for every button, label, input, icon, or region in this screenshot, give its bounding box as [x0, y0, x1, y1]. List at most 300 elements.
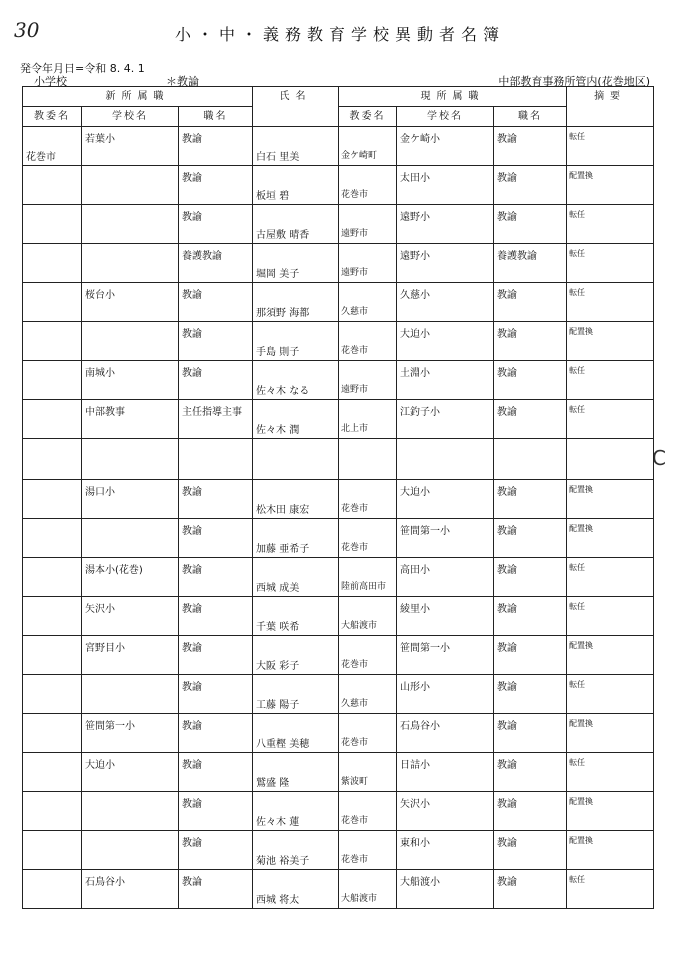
- remarks-cell: [567, 400, 654, 439]
- margin-mark: C: [652, 446, 666, 470]
- header-new-school: 学校名: [82, 107, 179, 127]
- header-current-post: 職名: [494, 107, 567, 127]
- new-board-cell: [23, 166, 82, 205]
- remarks-cell: [567, 322, 654, 361]
- remarks-cell: [567, 597, 654, 636]
- header-current-affiliation: 現所属職: [339, 87, 567, 107]
- current-post-cell-text: 教諭: [497, 407, 518, 418]
- name-cell: [253, 127, 339, 166]
- current-school-cell-text: 土淵小: [400, 368, 431, 379]
- name-cell: [253, 636, 339, 675]
- table-row: [23, 519, 654, 558]
- name-cell: [253, 480, 339, 519]
- table-row: [23, 283, 654, 322]
- new-post-cell-text: 教諭: [182, 487, 202, 498]
- current-board-cell-text: 大船渡市: [341, 894, 378, 904]
- new-school-cell: [82, 166, 179, 205]
- current-board-cell-text: 陸前高田市: [341, 582, 387, 592]
- remarks-cell-text: 配置換: [569, 641, 594, 650]
- current-school-cell: [397, 480, 494, 519]
- new-post-cell: [179, 480, 253, 519]
- current-school-cell-text: 日詰小: [400, 760, 431, 771]
- name-cell: [253, 597, 339, 636]
- remarks-cell: [567, 127, 654, 166]
- current-post-cell-text: 教諭: [497, 799, 518, 810]
- remarks-cell: [567, 636, 654, 675]
- table-row: [23, 558, 654, 597]
- current-post-cell: [494, 597, 567, 636]
- current-post-cell: [494, 166, 567, 205]
- new-school-cell: [82, 283, 179, 322]
- new-board-cell: [23, 127, 82, 166]
- new-post-cell-text: 教諭: [182, 838, 202, 849]
- name-cell: [253, 322, 339, 361]
- region-label: 中部教育事務所管内(花巻地区): [498, 75, 650, 88]
- name-cell: [253, 244, 339, 283]
- current-board-cell: [339, 753, 397, 792]
- current-board-cell-text: 遠野市: [341, 385, 369, 395]
- current-board-cell: [339, 870, 397, 909]
- current-post-cell: [494, 714, 567, 753]
- current-school-cell-text: 金ケ崎小: [400, 134, 441, 145]
- remarks-cell: [567, 714, 654, 753]
- name-cell-text: 手島 則子: [256, 347, 300, 358]
- current-post-cell: [494, 480, 567, 519]
- current-post-cell: [494, 636, 567, 675]
- new-school-cell-text: 宮野目小: [85, 643, 125, 654]
- remarks-cell: [567, 166, 654, 205]
- new-post-cell-text: 主任指導主事: [182, 407, 242, 418]
- current-post-cell: [494, 558, 567, 597]
- current-school-cell-text: 笹間第一小: [400, 643, 451, 654]
- new-post-cell: [179, 675, 253, 714]
- remarks-cell: [567, 753, 654, 792]
- new-school-cell: [82, 361, 179, 400]
- remarks-cell-text: 転任: [569, 563, 586, 572]
- new-post-cell-text: 教諭: [182, 173, 202, 184]
- remarks-cell-text: 配置換: [569, 797, 594, 806]
- remarks-cell-text: 配置換: [569, 485, 594, 494]
- new-school-cell: [82, 127, 179, 166]
- new-post-cell-text: 教諭: [182, 526, 202, 537]
- current-post-cell: [494, 205, 567, 244]
- current-board-cell: [339, 439, 397, 480]
- current-board-cell: [339, 558, 397, 597]
- current-post-cell-text: 養護教諭: [497, 251, 538, 262]
- current-post-cell: [494, 283, 567, 322]
- new-post-cell-text: 養護教諭: [182, 251, 222, 262]
- current-school-cell: [397, 519, 494, 558]
- remarks-cell-text: 転任: [569, 210, 586, 219]
- new-school-cell: [82, 714, 179, 753]
- current-post-cell-text: 教諭: [497, 290, 518, 301]
- current-post-cell: [494, 831, 567, 870]
- current-board-cell-text: 久慈市: [341, 699, 369, 709]
- new-post-cell-text: 教諭: [182, 604, 202, 615]
- name-cell: [253, 558, 339, 597]
- current-board-cell: [339, 322, 397, 361]
- current-post-cell: [494, 753, 567, 792]
- new-school-cell-text: 中部教事: [85, 407, 125, 418]
- new-post-cell-text: 教諭: [182, 760, 202, 771]
- table-row: [23, 675, 654, 714]
- table-row: [23, 400, 654, 439]
- new-post-cell: [179, 439, 253, 480]
- current-post-cell-text: 教諭: [497, 368, 518, 379]
- remarks-cell: [567, 205, 654, 244]
- new-board-cell: [23, 205, 82, 244]
- new-board-cell: [23, 870, 82, 909]
- new-school-cell: [82, 870, 179, 909]
- table-row: [23, 831, 654, 870]
- remarks-cell-text: 転任: [569, 288, 586, 297]
- current-school-cell: [397, 322, 494, 361]
- current-post-cell-text: 教諭: [497, 565, 518, 576]
- new-school-cell: [82, 753, 179, 792]
- new-board-cell: [23, 244, 82, 283]
- remarks-cell: [567, 283, 654, 322]
- current-board-cell: [339, 792, 397, 831]
- remarks-cell-text: 配置換: [569, 836, 594, 845]
- table-row: [23, 753, 654, 792]
- new-school-cell-text: 湯本小(花巻): [85, 565, 143, 576]
- current-post-cell-text: 教諭: [497, 760, 518, 771]
- name-cell: [253, 361, 339, 400]
- current-school-cell-text: 綾里小: [400, 604, 431, 615]
- current-school-cell-text: 石鳥谷小: [400, 721, 441, 732]
- current-school-cell: [397, 831, 494, 870]
- remarks-cell: [567, 439, 654, 480]
- current-school-cell: [397, 205, 494, 244]
- remarks-cell-text: 配置換: [569, 327, 594, 336]
- new-school-cell: [82, 831, 179, 870]
- current-school-cell: [397, 675, 494, 714]
- table-row: [23, 870, 654, 909]
- current-school-cell: [397, 753, 494, 792]
- header-current-board: 教委名: [339, 107, 397, 127]
- current-board-cell-text: 花巻市: [341, 816, 369, 826]
- current-board-cell: [339, 597, 397, 636]
- new-post-cell: [179, 127, 253, 166]
- remarks-cell-text: 転任: [569, 366, 586, 375]
- new-board-cell: [23, 597, 82, 636]
- new-school-cell: [82, 480, 179, 519]
- header-name: 氏名: [253, 87, 339, 127]
- new-post-cell: [179, 400, 253, 439]
- new-school-cell: [82, 558, 179, 597]
- new-post-cell: [179, 753, 253, 792]
- remarks-cell-text: 配置換: [569, 171, 594, 180]
- current-board-cell: [339, 480, 397, 519]
- current-post-cell-text: 教諭: [497, 643, 518, 654]
- current-school-cell-text: 山形小: [400, 682, 431, 693]
- remarks-cell: [567, 361, 654, 400]
- new-school-cell: [82, 636, 179, 675]
- new-board-cell: [23, 519, 82, 558]
- current-board-cell-text: 花巻市: [341, 660, 369, 670]
- new-school-cell: [82, 597, 179, 636]
- remarks-cell-text: 配置換: [569, 524, 594, 533]
- new-post-cell-text: 教諭: [182, 721, 202, 732]
- table-row: [23, 361, 654, 400]
- current-board-cell: [339, 205, 397, 244]
- name-cell: [253, 714, 339, 753]
- current-school-cell-text: 東和小: [400, 838, 431, 849]
- current-school-cell-text: 笹間第一小: [400, 526, 451, 537]
- table-row: [23, 597, 654, 636]
- new-board-cell: [23, 361, 82, 400]
- header-remarks: 摘要: [567, 87, 654, 127]
- name-cell-text: 八重樫 美穂: [256, 739, 310, 750]
- new-school-cell: [82, 322, 179, 361]
- name-cell-text: 佐々木 蓮: [256, 817, 300, 828]
- current-post-cell: [494, 127, 567, 166]
- current-school-cell-text: 久慈小: [400, 290, 431, 301]
- current-school-cell-text: 矢沢小: [400, 799, 431, 810]
- remarks-cell-text: 転任: [569, 602, 586, 611]
- new-post-cell: [179, 519, 253, 558]
- new-board-cell: [23, 480, 82, 519]
- current-school-cell: [397, 439, 494, 480]
- table-row: [23, 636, 654, 675]
- name-cell: [253, 675, 339, 714]
- name-cell-text: 加藤 亜希子: [256, 544, 310, 555]
- table-row: [23, 439, 654, 480]
- name-cell: [253, 439, 339, 480]
- name-cell-text: 千葉 咲希: [256, 622, 300, 633]
- current-school-cell-text: 遠野小: [400, 251, 431, 262]
- current-board-cell: [339, 831, 397, 870]
- current-post-cell-text: 教諭: [497, 487, 518, 498]
- new-school-cell: [82, 400, 179, 439]
- page-number: 30: [14, 18, 40, 42]
- new-board-cell: [23, 675, 82, 714]
- new-board-cell: [23, 322, 82, 361]
- current-school-cell: [397, 283, 494, 322]
- issue-date: 発令年月日=令和 8. 4. 1: [20, 62, 145, 75]
- name-cell-text: 那須野 海都: [256, 308, 310, 319]
- current-board-cell-text: 久慈市: [341, 307, 369, 317]
- new-post-cell: [179, 283, 253, 322]
- current-post-cell-text: 教諭: [497, 526, 518, 537]
- new-post-cell: [179, 244, 253, 283]
- remarks-cell-text: 転任: [569, 680, 586, 689]
- current-school-cell-text: 高田小: [400, 565, 431, 576]
- table-row: [23, 244, 654, 283]
- current-post-cell: [494, 244, 567, 283]
- new-board-cell: [23, 753, 82, 792]
- name-cell: [253, 753, 339, 792]
- current-post-cell: [494, 439, 567, 480]
- header-new-affiliation: 新所属職: [23, 87, 253, 107]
- new-school-cell: [82, 519, 179, 558]
- table-row: [23, 480, 654, 519]
- current-post-cell-text: 教諭: [497, 877, 518, 888]
- current-board-cell-text: 遠野市: [341, 229, 369, 239]
- name-cell-text: 佐々木 潤: [256, 425, 300, 436]
- new-post-cell: [179, 558, 253, 597]
- new-post-cell: [179, 166, 253, 205]
- name-cell: [253, 831, 339, 870]
- current-school-cell: [397, 361, 494, 400]
- current-board-cell-text: 花巻市: [341, 346, 369, 356]
- header-new-board: 教委名: [23, 107, 82, 127]
- current-post-cell-text: 教諭: [497, 682, 518, 693]
- new-post-cell-text: 教諭: [182, 682, 202, 693]
- current-post-cell-text: 教諭: [497, 838, 518, 849]
- header-new-post: 職名: [179, 107, 253, 127]
- name-cell-text: 松木田 康宏: [256, 505, 310, 516]
- remarks-cell-text: 転任: [569, 758, 586, 767]
- current-school-cell: [397, 714, 494, 753]
- new-post-cell-text: 教諭: [182, 799, 202, 810]
- table-row: [23, 205, 654, 244]
- current-post-cell: [494, 792, 567, 831]
- current-post-cell: [494, 400, 567, 439]
- current-school-cell-text: 江釣子小: [400, 407, 441, 418]
- new-school-cell-text: 笹間第一小: [85, 721, 135, 732]
- current-board-cell: [339, 636, 397, 675]
- name-cell-text: 西城 将太: [256, 895, 300, 906]
- header-current-school: 学校名: [397, 107, 494, 127]
- new-post-cell: [179, 205, 253, 244]
- current-school-cell: [397, 792, 494, 831]
- new-post-cell: [179, 361, 253, 400]
- name-cell-text: 白石 里美: [256, 152, 300, 163]
- current-board-cell-text: 遠野市: [341, 268, 369, 278]
- name-cell-text: 鷲盛 隆: [256, 778, 290, 789]
- new-school-cell: [82, 675, 179, 714]
- current-post-cell-text: 教諭: [497, 134, 518, 145]
- remarks-cell: [567, 480, 654, 519]
- new-post-cell-text: 教諭: [182, 643, 202, 654]
- current-board-cell: [339, 244, 397, 283]
- current-post-cell-text: 教諭: [497, 212, 518, 223]
- new-post-cell-text: 教諭: [182, 212, 202, 223]
- current-school-cell: [397, 558, 494, 597]
- new-post-cell: [179, 322, 253, 361]
- new-school-cell-text: 大迫小: [85, 760, 115, 771]
- new-school-cell: [82, 792, 179, 831]
- current-school-cell-text: 遠野小: [400, 212, 431, 223]
- current-post-cell-text: 教諭: [497, 173, 518, 184]
- name-cell-text: 板垣 碧: [256, 191, 290, 202]
- current-board-cell-text: 北上市: [341, 424, 369, 434]
- current-post-cell: [494, 870, 567, 909]
- current-board-cell: [339, 675, 397, 714]
- new-board-cell: [23, 283, 82, 322]
- name-cell-text: 堀岡 美子: [256, 269, 300, 280]
- name-cell: [253, 283, 339, 322]
- new-board-cell-text: 花巻市: [26, 152, 56, 163]
- new-school-cell: [82, 205, 179, 244]
- table-row: [23, 792, 654, 831]
- new-post-cell: [179, 714, 253, 753]
- remarks-cell: [567, 558, 654, 597]
- name-cell: [253, 870, 339, 909]
- name-cell-text: 菊池 裕美子: [256, 856, 310, 867]
- new-school-cell-text: 石鳥谷小: [85, 877, 125, 888]
- new-school-cell: [82, 244, 179, 283]
- table-row: [23, 166, 654, 205]
- current-school-cell-text: 大迫小: [400, 487, 431, 498]
- new-board-cell: [23, 831, 82, 870]
- table-row: [23, 714, 654, 753]
- remarks-cell: [567, 831, 654, 870]
- new-post-cell-text: 教諭: [182, 290, 202, 301]
- current-board-cell: [339, 361, 397, 400]
- new-post-cell: [179, 870, 253, 909]
- new-post-cell: [179, 636, 253, 675]
- new-board-cell: [23, 792, 82, 831]
- name-cell: [253, 166, 339, 205]
- remarks-cell: [567, 792, 654, 831]
- document-title: 小・中・義務教育学校異動者名簿: [174, 25, 505, 44]
- name-cell: [253, 792, 339, 831]
- current-board-cell: [339, 166, 397, 205]
- current-board-cell: [339, 714, 397, 753]
- current-school-cell-text: 大迫小: [400, 329, 431, 340]
- remarks-cell-text: 転任: [569, 132, 586, 141]
- name-cell-text: 古屋敷 晴香: [256, 230, 310, 241]
- remarks-cell-text: 転任: [569, 405, 586, 414]
- school-category: 小学校: [34, 75, 67, 88]
- name-cell-text: 佐々木 なる: [256, 386, 310, 397]
- current-post-cell: [494, 322, 567, 361]
- current-school-cell: [397, 244, 494, 283]
- current-school-cell: [397, 870, 494, 909]
- name-cell: [253, 519, 339, 558]
- position-label: ＊教論: [166, 75, 199, 88]
- new-board-cell: [23, 636, 82, 675]
- remarks-cell-text: 転任: [569, 249, 586, 258]
- new-post-cell-text: 教諭: [182, 329, 202, 340]
- current-board-cell-text: 金ケ崎町: [341, 151, 378, 161]
- new-school-cell-text: 若葉小: [85, 134, 115, 145]
- remarks-cell: [567, 244, 654, 283]
- new-school-cell: [82, 439, 179, 480]
- name-cell-text: 西城 成美: [256, 583, 300, 594]
- current-school-cell: [397, 400, 494, 439]
- name-cell-text: 工藤 陽子: [256, 700, 300, 711]
- new-post-cell: [179, 792, 253, 831]
- new-post-cell-text: 教諭: [182, 565, 202, 576]
- current-board-cell: [339, 283, 397, 322]
- new-school-cell-text: 桜台小: [85, 290, 115, 301]
- current-school-cell: [397, 166, 494, 205]
- table-row: [23, 127, 654, 166]
- new-school-cell-text: 湯口小: [85, 487, 115, 498]
- current-post-cell: [494, 675, 567, 714]
- current-board-cell-text: 花巻市: [341, 504, 369, 514]
- new-post-cell-text: 教諭: [182, 134, 202, 145]
- current-post-cell-text: 教諭: [497, 604, 518, 615]
- new-school-cell-text: 矢沢小: [85, 604, 115, 615]
- new-post-cell-text: 教諭: [182, 368, 202, 379]
- current-board-cell: [339, 519, 397, 558]
- new-post-cell-text: 教論: [182, 877, 202, 888]
- current-school-cell: [397, 127, 494, 166]
- remarks-cell-text: 配置換: [569, 719, 594, 728]
- current-board-cell: [339, 127, 397, 166]
- new-board-cell: [23, 439, 82, 480]
- current-post-cell: [494, 361, 567, 400]
- new-board-cell: [23, 400, 82, 439]
- current-board-cell-text: 大船渡市: [341, 621, 378, 631]
- current-board-cell-text: 花巻市: [341, 855, 369, 865]
- transfer-roster-table: [22, 86, 654, 909]
- current-post-cell-text: 教諭: [497, 329, 518, 340]
